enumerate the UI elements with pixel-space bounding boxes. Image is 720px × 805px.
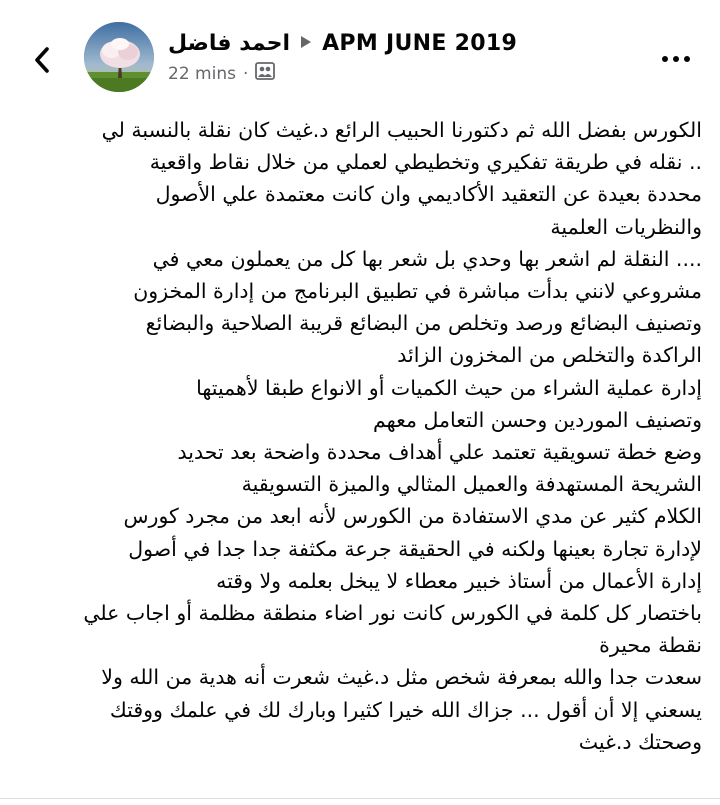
post-line: باختصار كل كلمة في الكورس كانت نور اضاء منطقة مظلمة أو اجاب علي: [83, 601, 702, 626]
post-line: يسعني إلا أن أقول ... جزاك الله خيرا كثيرا وبارك لك في علمك ووقتك: [109, 697, 702, 722]
back-button[interactable]: [22, 40, 62, 80]
post-line: نقطة محيرة: [599, 633, 702, 658]
chevron-left-icon: [31, 45, 53, 75]
post-line: وتصنيف البضائع ورصد وتخلص من البضائع قريبة الصلاحية والبضائع: [145, 311, 702, 336]
post-line: إدارة الأعمال من أستاذ خبير معطاء لا يبخل بعلمه ولا وقته: [216, 568, 702, 593]
more-options-button[interactable]: [656, 44, 696, 74]
meta-separator: ·: [242, 63, 249, 84]
post-line: وتصنيف الموردين وحسن التعامل معهم: [373, 407, 702, 432]
post-body: [22, 114, 702, 758]
post-line: الكورس بفضل الله ثم دكتورنا الحبيب الرائع د.غيث كان نقلة بالنسبة لي: [101, 118, 702, 142]
post-line: وضع خطة تسويقية تعتمد علي أهداف محددة واضحة بعد تحديد: [177, 440, 702, 465]
divider: [0, 798, 720, 799]
timestamp[interactable]: 22 mins: [168, 63, 236, 84]
post-title-line: [168, 30, 517, 56]
post-header: [0, 0, 720, 110]
post-line: .... النقلة لم اشعر بها وحدي بل شعر بها كل من يعملون معي في: [152, 246, 702, 271]
post-line: الكلام كثير عن مدي الاستفادة من الكورس لأنه ابعد من مجرد كورس: [123, 504, 702, 529]
post-line: سعدت جدا والله بمعرفة شخص مثل د.غيث شعرت أنه هدية من الله ولا: [101, 665, 702, 690]
group-name[interactable]: APM JUNE 2019: [322, 30, 518, 56]
post-line: وصحتك د.غيث: [578, 729, 702, 754]
post-meta: [168, 62, 275, 85]
post-line: لإدارة تجارة بعينها ولكنه في الحقيقة جرعة مكثفة جدا جدا في أصول: [128, 536, 702, 561]
author-name[interactable]: احمد فاضل: [168, 30, 291, 56]
post-line: إدارة عملية الشراء من حيث الكميات أو الانواع طبقا لأهميتها: [196, 375, 702, 400]
right-arrow-icon: [300, 34, 312, 53]
post-line: والنظريات العلمية: [550, 214, 702, 239]
post-line: .. نقله في طريقة تفكيري وتخطيطي لعملي من خلال نقاط واقعية: [149, 150, 702, 175]
group-audience-icon: [255, 62, 275, 85]
avatar[interactable]: [84, 22, 154, 92]
post-line: الراكدة والتخلص من المخزون الزائد: [397, 343, 702, 368]
post-line: مشروعي لانني بدأت مباشرة في تطبيق البرنامج من إدارة المخزون: [133, 279, 702, 304]
post-line: الشريحة المستهدفة والعميل المثالي والميزة التسويقية: [241, 472, 702, 497]
post-line: محددة بعيدة عن التعقيد الأكاديمي وان كانت معتمدة علي الأصول: [155, 182, 702, 207]
more-horizontal-icon: [662, 56, 668, 62]
